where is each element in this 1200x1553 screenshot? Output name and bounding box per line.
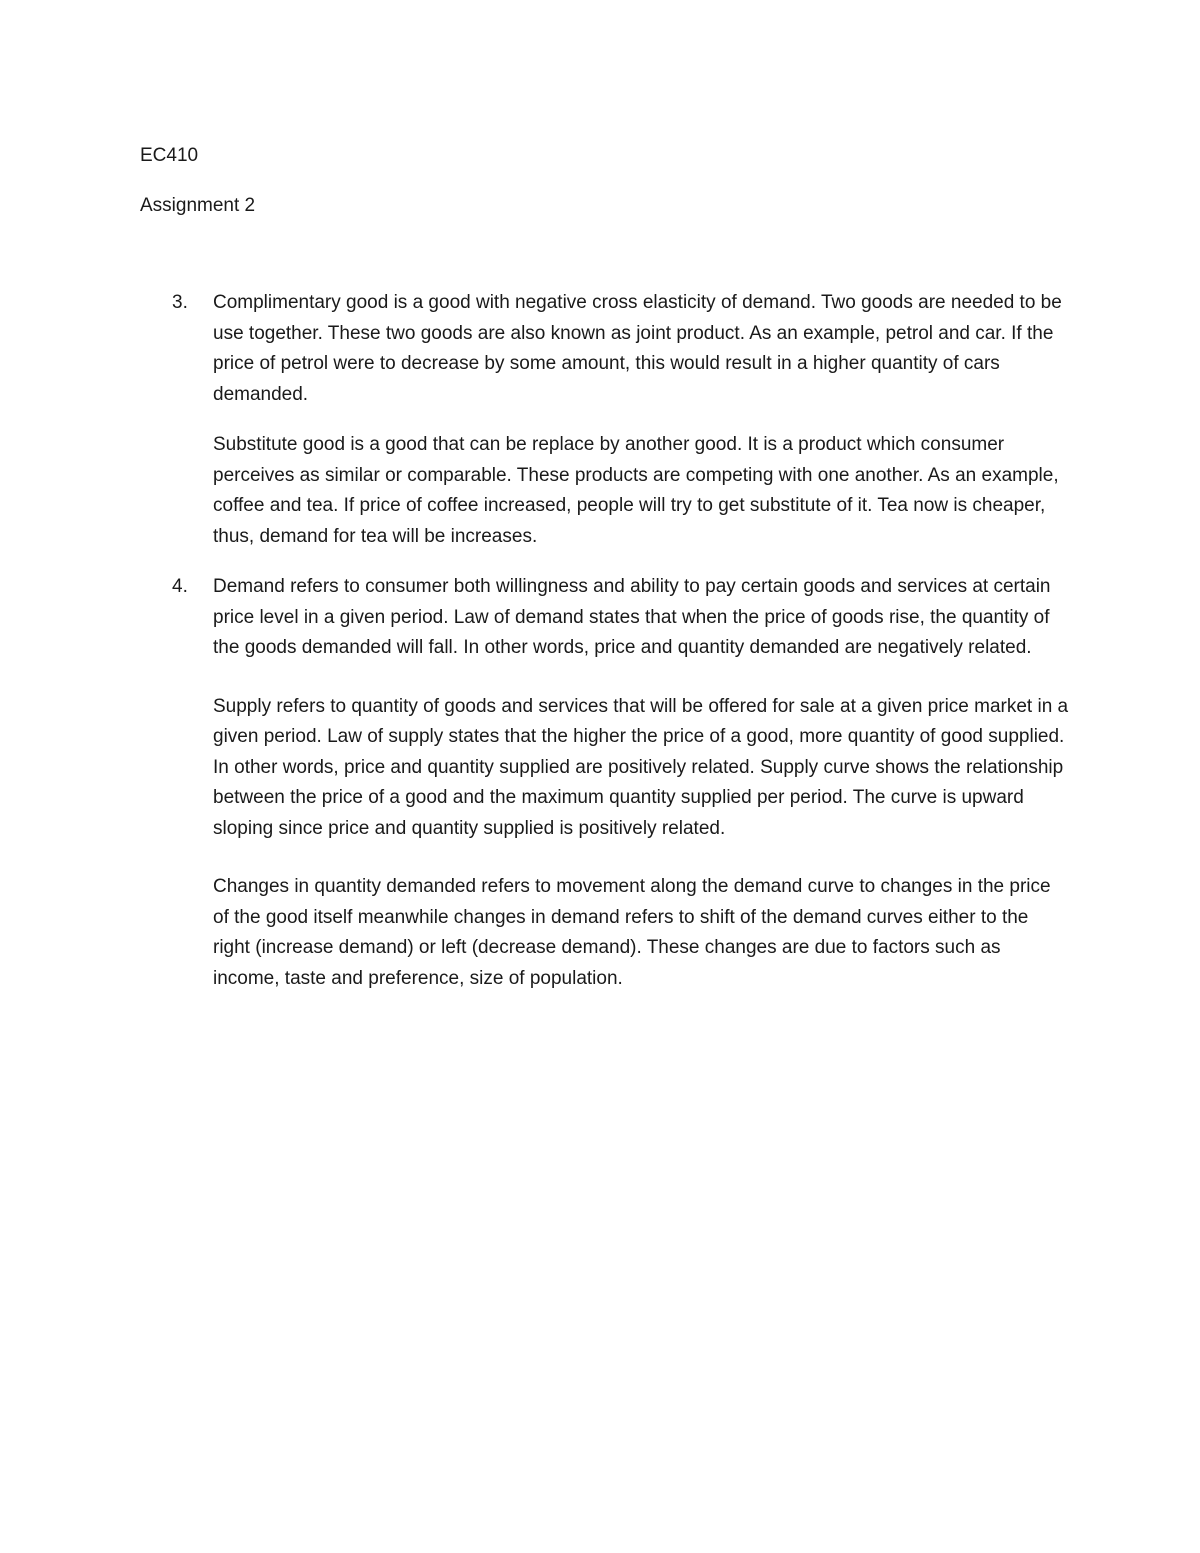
answer-number: 3. [172, 292, 188, 313]
answer-item-4 [140, 572, 1070, 994]
answer-paragraph-changes: Changes in quantity demanded refers to movement along the demand curve to changes in the price of the good itself meanwhile changes in demand refers to shift of the demand curves either to the right (increase demand) or left (decrease demand). These changes are due to factors such as income, taste and preference, size of population. [213, 876, 1051, 989]
answer-paragraph-complementary: Complimentary good is a good with negative cross elasticity of demand. Two goods are needed to be use together. These two goods are also known as joint product. As an example, petrol and car. If the price of petrol were to decrease by some amount, this would result in a higher quantity of cars demanded. [213, 292, 1062, 405]
course-code: EC410 [140, 145, 199, 166]
answer-paragraph-supply: Supply refers to quantity of goods and services that will be offered for sale at a given price market in a given period. Law of supply states that the higher the price of a good, more quantity of good supplied. In other words, price and quantity supplied are positively related. Supply curve shows the relationship between the price of a good and the maximum quantity supplied per period. The curve is upward sloping since price and quantity supplied is positively related. [213, 695, 1069, 839]
answer-item-3 [140, 288, 1070, 552]
assignment-title: Assignment 2 [140, 195, 256, 216]
answer-number: 4. [172, 576, 188, 597]
answer-paragraph-demand: Demand refers to consumer both willingness and ability to pay certain goods and services at certain price level in a given period. Law of demand states that when the price of goods rise, the quantity of the goods demanded will fall. In other words, price and quantity demanded are negatively related. [213, 576, 1051, 658]
answer-list [140, 288, 1070, 994]
answer-paragraph-substitute: Substitute good is a good that can be replace by another good. It is a product which consumer perceives as similar or comparable. These products are competing with one another. As an example, coffee and tea. If price of coffee increased, people will try to get substitute of it. Tea now is cheaper, thus, demand for tea will be increases. [213, 434, 1059, 547]
